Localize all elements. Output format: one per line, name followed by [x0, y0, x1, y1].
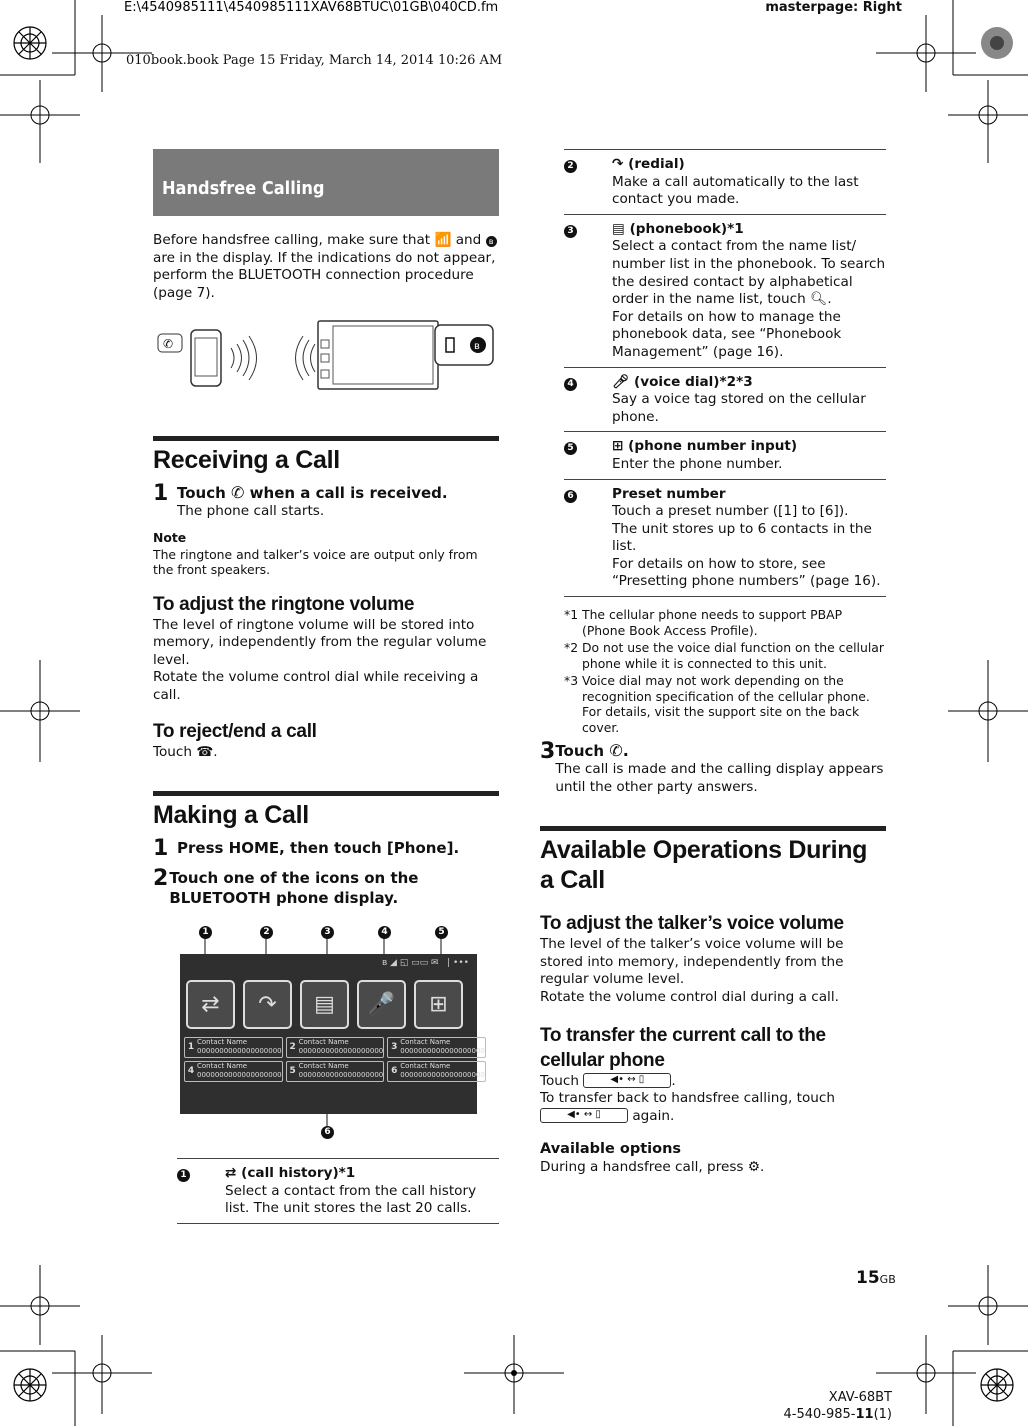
available-operations-title: Available Operations During a Call [540, 826, 886, 895]
preset-contacts-grid [180, 1029, 485, 1082]
model-info [784, 1389, 893, 1423]
row-title: (phonebook)*1 [629, 220, 744, 237]
transfer-text-2: To transfer back to handsfree calling, touch ◀• ↔ ▯ again. [540, 1090, 835, 1124]
row-marker: 3 [564, 225, 577, 238]
row-title: (call history)*1 [241, 1165, 356, 1182]
table-row [564, 432, 886, 479]
end-call-icon: ☎. [196, 743, 218, 760]
row-text-b: For details on how to manage the phonebook data, see “Phonebook Management” (page 16). [612, 308, 842, 360]
icon-description-table-right [564, 149, 886, 597]
preset-button[interactable]: 4 Contact Name 0000000000000000000 [184, 1061, 283, 1082]
book-info-line: 010book.book Page 15 Friday, March 14, 2014 10:26 AM [126, 53, 503, 68]
step-text: Touch [555, 742, 605, 761]
preset-button[interactable]: 2 Contact Name 0000000000000000000 [286, 1037, 385, 1058]
making-step-2 [153, 868, 499, 908]
preset-button[interactable]: 3 Contact Name 0000000000000000000 [387, 1037, 486, 1058]
model-name: XAV-68BT [828, 1390, 892, 1405]
intro-paragraph [153, 232, 499, 302]
receiving-call-title: Receiving a Call [153, 436, 499, 475]
table-row [564, 368, 886, 433]
section-banner: Handsfree Calling [153, 149, 499, 216]
row-marker: 2 [564, 160, 577, 173]
search-icon: 🔍︎. [810, 291, 832, 308]
svg-text:✆: ✆ [163, 337, 174, 352]
intro-text-a: Before handsfree calling, make sure that [153, 232, 431, 248]
model-code: 4-540-985-11(1) [783, 1407, 892, 1422]
reject-call-title: To reject/end a call [153, 720, 317, 742]
row-marker: 6 [564, 490, 577, 503]
reject-text: Touch ☎. [153, 743, 218, 760]
step-subtext: The phone call starts. [177, 503, 325, 520]
phone-signal-icon: 📶 [434, 232, 452, 248]
left-column [153, 149, 499, 1224]
available-options-title: Available options [540, 1141, 682, 1158]
keypad-icon: ⊞ [612, 438, 629, 455]
note-text: The ringtone and talker’s voice are output only from the front speakers. [153, 546, 478, 578]
phonebook-icon: ▤ [612, 220, 630, 237]
step-number: 1 [153, 836, 169, 862]
row-text-c: For details on how to store, see “Presetting phone numbers” (page 16). [612, 555, 881, 590]
bluetooth-phone-display-figure [153, 914, 499, 1154]
table-row [564, 150, 886, 215]
masterpage-label: masterpage: Right [765, 0, 902, 15]
call-history-button[interactable]: ⇄ [186, 980, 235, 1029]
step-number: 1 [153, 481, 169, 507]
table-row [177, 1159, 499, 1224]
talker-text-2: Rotate the volume control dial during a call. [540, 989, 839, 1006]
making-step-3 [540, 741, 886, 796]
preset-button[interactable]: 1 Contact Name 0000000000000000000 [184, 1037, 283, 1058]
preset-button[interactable]: 6 Contact Name 0000000000000000000 [387, 1061, 486, 1082]
callout-6: 6 [321, 1126, 334, 1139]
footnote: *3 Voice dial may not work depending on the recognition specification of the cellular phone. For details, visit the support site on the back cover. [564, 673, 870, 735]
talker-text-1: The level of the talker’s voice volume will be stored into memory, independently from the regular volume level. [540, 936, 844, 988]
row-text: Select a contact from the call history list. The unit stores the last 20 calls. [225, 1182, 477, 1217]
transfer-button[interactable]: ◀• ↔ ▯ [583, 1073, 671, 1088]
ringtone-text-1: The level of ringtone volume will be stored into memory, independently from the regular volume level. [153, 616, 487, 668]
row-text-b: The unit stores up to 6 contacts in the list. [612, 520, 872, 555]
callout-5: 5 [435, 926, 448, 939]
table-row [564, 480, 886, 598]
callout-1: 1 [199, 926, 212, 939]
options-icon: ⚙︎. [747, 1159, 765, 1175]
step-text: Press HOME, then touch [Phone]. [177, 839, 460, 858]
right-column [540, 149, 886, 1177]
row-title: Preset number [612, 485, 726, 502]
options-text: During a handsfree call, press ⚙︎. [540, 1159, 765, 1175]
transfer-call-title: To transfer the current call to the cellular phone [540, 1024, 826, 1071]
note-heading: Note [153, 529, 187, 545]
row-text: Touch a preset number ([1] to [6]). [612, 503, 849, 520]
ringtone-volume-title: To adjust the ringtone volume [153, 593, 415, 615]
row-marker: 1 [177, 1169, 190, 1182]
microphone-icon: 🎤︎ [612, 373, 634, 390]
making-step-1 [153, 838, 499, 860]
row-title: (phone number input) [628, 438, 798, 455]
row-text: Select a contact from the name list/ number list in the phonebook. To search the desired contact by alphabetical order in the name list, touch [612, 238, 886, 308]
intro-and: and [455, 232, 482, 248]
step-text: Touch one of the icons on the BLUETOOTH phone display. [169, 869, 419, 908]
voice-dial-button[interactable]: 🎤 [357, 980, 406, 1029]
phonebook-button[interactable]: ▤ [300, 980, 349, 1029]
transfer-button[interactable]: ◀• ↔ ▯ [540, 1108, 628, 1123]
phone-screen [180, 954, 485, 1114]
step-number: 3 [540, 739, 556, 765]
redial-icon: ↷ [612, 156, 629, 172]
row-marker: 5 [564, 442, 577, 455]
step-subtext: The call is made and the calling display appears until the other party answers. [555, 761, 884, 795]
row-text: Enter the phone number. [612, 455, 783, 472]
row-marker: 4 [564, 378, 577, 391]
table-row [564, 215, 886, 368]
icon-description-table-left [177, 1158, 499, 1224]
talker-volume-title: To adjust the talker’s voice volume [540, 913, 844, 935]
row-text: Say a voice tag stored on the cellular phone. [612, 391, 866, 425]
row-title: (redial) [628, 156, 685, 172]
svg-text:ʙ: ʙ [474, 341, 480, 353]
redial-button[interactable]: ↷ [243, 980, 292, 1029]
ringtone-text-2: Rotate the volume control dial while receiving a call. [153, 669, 479, 703]
step-text-a: Touch [177, 484, 226, 503]
file-path-header: E:\4540985111\4540985111XAV68BTUC\01GB\040CD.fm [124, 0, 499, 15]
callout-2: 2 [260, 926, 273, 939]
making-call-title: Making a Call [153, 791, 499, 830]
phone-number-input-button[interactable]: ⊞ [414, 980, 463, 1029]
footnotes [564, 607, 886, 735]
page-number: 15GB [856, 1268, 896, 1288]
phone-icon-buttons [180, 972, 477, 1029]
row-title: (voice dial)*2*3 [634, 373, 753, 390]
footnote: *1 The cellular phone needs to support PBAP (Phone Book Access Profile). [564, 607, 843, 638]
status-bar: ʙ ◢ ◱ ▭▭ ✉ | ••• [381, 958, 469, 969]
row-text: Make a call automatically to the last contact you made. [612, 173, 859, 208]
callout-4: 4 [378, 926, 391, 939]
call-icon: ✆. [609, 741, 629, 761]
answer-call-icon: ✆ [231, 483, 245, 503]
transfer-text-1: Touch ◀• ↔ ▯ . [540, 1072, 676, 1089]
callout-3: 3 [321, 926, 334, 939]
step-text-b: when a call is received. [249, 484, 448, 503]
preset-button[interactable]: 5 Contact Name 0000000000000000000 [286, 1061, 385, 1082]
call-history-icon: ⇄ [225, 1165, 242, 1182]
footnote: *2 Do not use the voice dial function on the cellular phone while it is connected to this unit. [564, 640, 884, 671]
intro-text-b: are in the display. If the indications do not appear, perform the BLUETOOTH connection procedure (page 7). [153, 249, 496, 301]
step-number: 2 [153, 866, 169, 892]
bluetooth-icon: ʙ [486, 236, 497, 247]
receiving-step-1 [153, 483, 499, 521]
connection-illustration [153, 320, 499, 400]
